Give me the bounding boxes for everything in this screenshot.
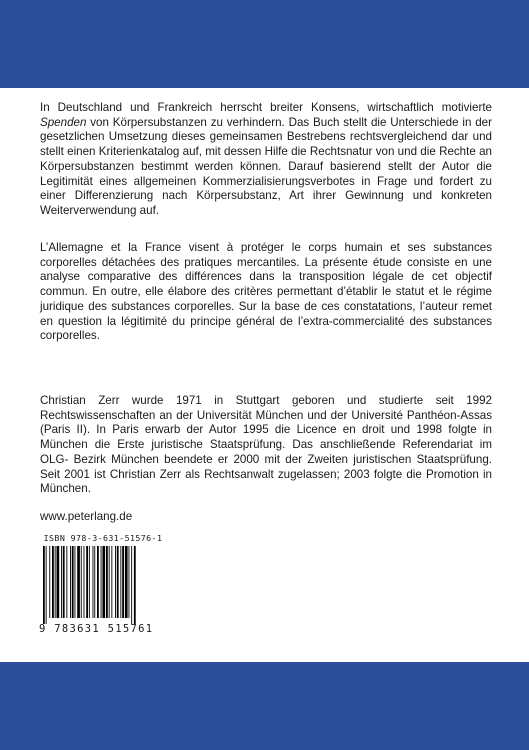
barcode-bar bbox=[49, 546, 50, 618]
barcode-bar bbox=[86, 546, 88, 618]
blurb-german bbox=[40, 101, 492, 219]
barcode-bar bbox=[131, 546, 132, 624]
barcode-bar bbox=[72, 546, 74, 618]
isbn-barcode bbox=[39, 533, 167, 635]
barcode-bar bbox=[101, 546, 102, 618]
barcode-bar bbox=[70, 546, 71, 618]
barcode-bar bbox=[75, 546, 76, 618]
barcode-bar bbox=[57, 546, 60, 618]
blurb-german-part2: von Körpersubstanzen zu verhindern. Das Buch stellt die Unterschiede in der gesetzlichen Umsetzung dieses gemeinsamen Bestrebens rechtsvergleichend dar und stellt einen Kriterienkatalog auf, mit dessen Hilfe die Rechtsnatur von und die Rechte an Körpersubstanzen bestimmt werden können. Darauf basierend stellt der Autor die Legitimität eines allgemeinen Kommerzialisierungsverbotes in Frage und fordert zu einer Differenzierung nach Körpersubstanz, Art ihrer Gewinnung und konkreten Weiterverwendung auf. bbox=[40, 115, 492, 217]
barcode-bar bbox=[111, 546, 112, 618]
barcode-bar bbox=[81, 546, 82, 618]
barcode-bar bbox=[61, 546, 62, 618]
isbn-digits: 9 783631 515761 bbox=[39, 623, 154, 635]
isbn-label: ISBN 978-3-631-51576-1 bbox=[43, 533, 163, 543]
barcode-bar bbox=[89, 546, 90, 618]
blurb-german-emphasis: Spenden bbox=[40, 115, 87, 129]
barcode-bar bbox=[84, 546, 85, 618]
barcode-bar bbox=[63, 546, 65, 618]
blurb-french: L’Allemagne et la France visent à protéger le corps humain et ses substances corporelles détachées des pratiques mercantiles. La présente étude consiste en une analyse comparative des différences dans la transposition légale de cet objectif commun. En outre, elle élabore des critères permettant d’établir le statut et le régime juridique des substances corporelles. Sur la base de ces constatations, l’auteur remet en question la légitimité du principe général de l’extra-commercialité des substances corporelles. bbox=[40, 241, 492, 343]
barcode-bar bbox=[52, 546, 54, 618]
barcode-bar bbox=[66, 546, 67, 618]
barcode-bar bbox=[109, 546, 110, 618]
bottom-color-band bbox=[0, 662, 529, 750]
barcode-bar bbox=[55, 546, 56, 618]
blurb-german-part1: In Deutschland und Frankreich herrscht breiter Konsens, wirtschaftlich motivierte bbox=[40, 101, 492, 114]
barcode-bar bbox=[97, 546, 99, 618]
top-color-band bbox=[0, 0, 529, 88]
barcode-bar bbox=[115, 546, 116, 618]
barcode-bar bbox=[102, 546, 105, 618]
barcode-bar bbox=[43, 546, 45, 624]
barcode-bar bbox=[122, 546, 124, 618]
barcode-bar bbox=[94, 546, 95, 618]
publisher-website: www.peterlang.de bbox=[40, 510, 133, 523]
barcode-bar bbox=[93, 546, 94, 618]
barcode-bar bbox=[134, 546, 136, 624]
author-bio: Christian Zerr wurde 1971 in Stuttgart geboren und studierte seit 1992 Rechtswissenschaften an der Universität München und der Université Panthéon-Assas (Paris II). In Paris erwarb der Autor 1995 die Licence en droit und 1998 folgte in München die Erste juristische Staatsprüfung. Das anschließende Referendariat im OLG- Bezirk München beendete er 2000 mit der Zweiten juristischen Staatsprüfung. Seit 2001 ist Christian Zerr als Rechtsanwalt zugelassen; 2003 folgte die Promotion in München. bbox=[40, 394, 492, 496]
barcode-bar bbox=[77, 546, 80, 618]
barcode-bars bbox=[43, 546, 161, 624]
barcode-bar bbox=[106, 546, 108, 618]
barcode-bar bbox=[129, 546, 130, 618]
barcode-bar bbox=[120, 546, 121, 618]
barcode-bar bbox=[46, 546, 47, 624]
barcode-bar bbox=[125, 546, 128, 618]
barcode-bar bbox=[117, 546, 119, 618]
